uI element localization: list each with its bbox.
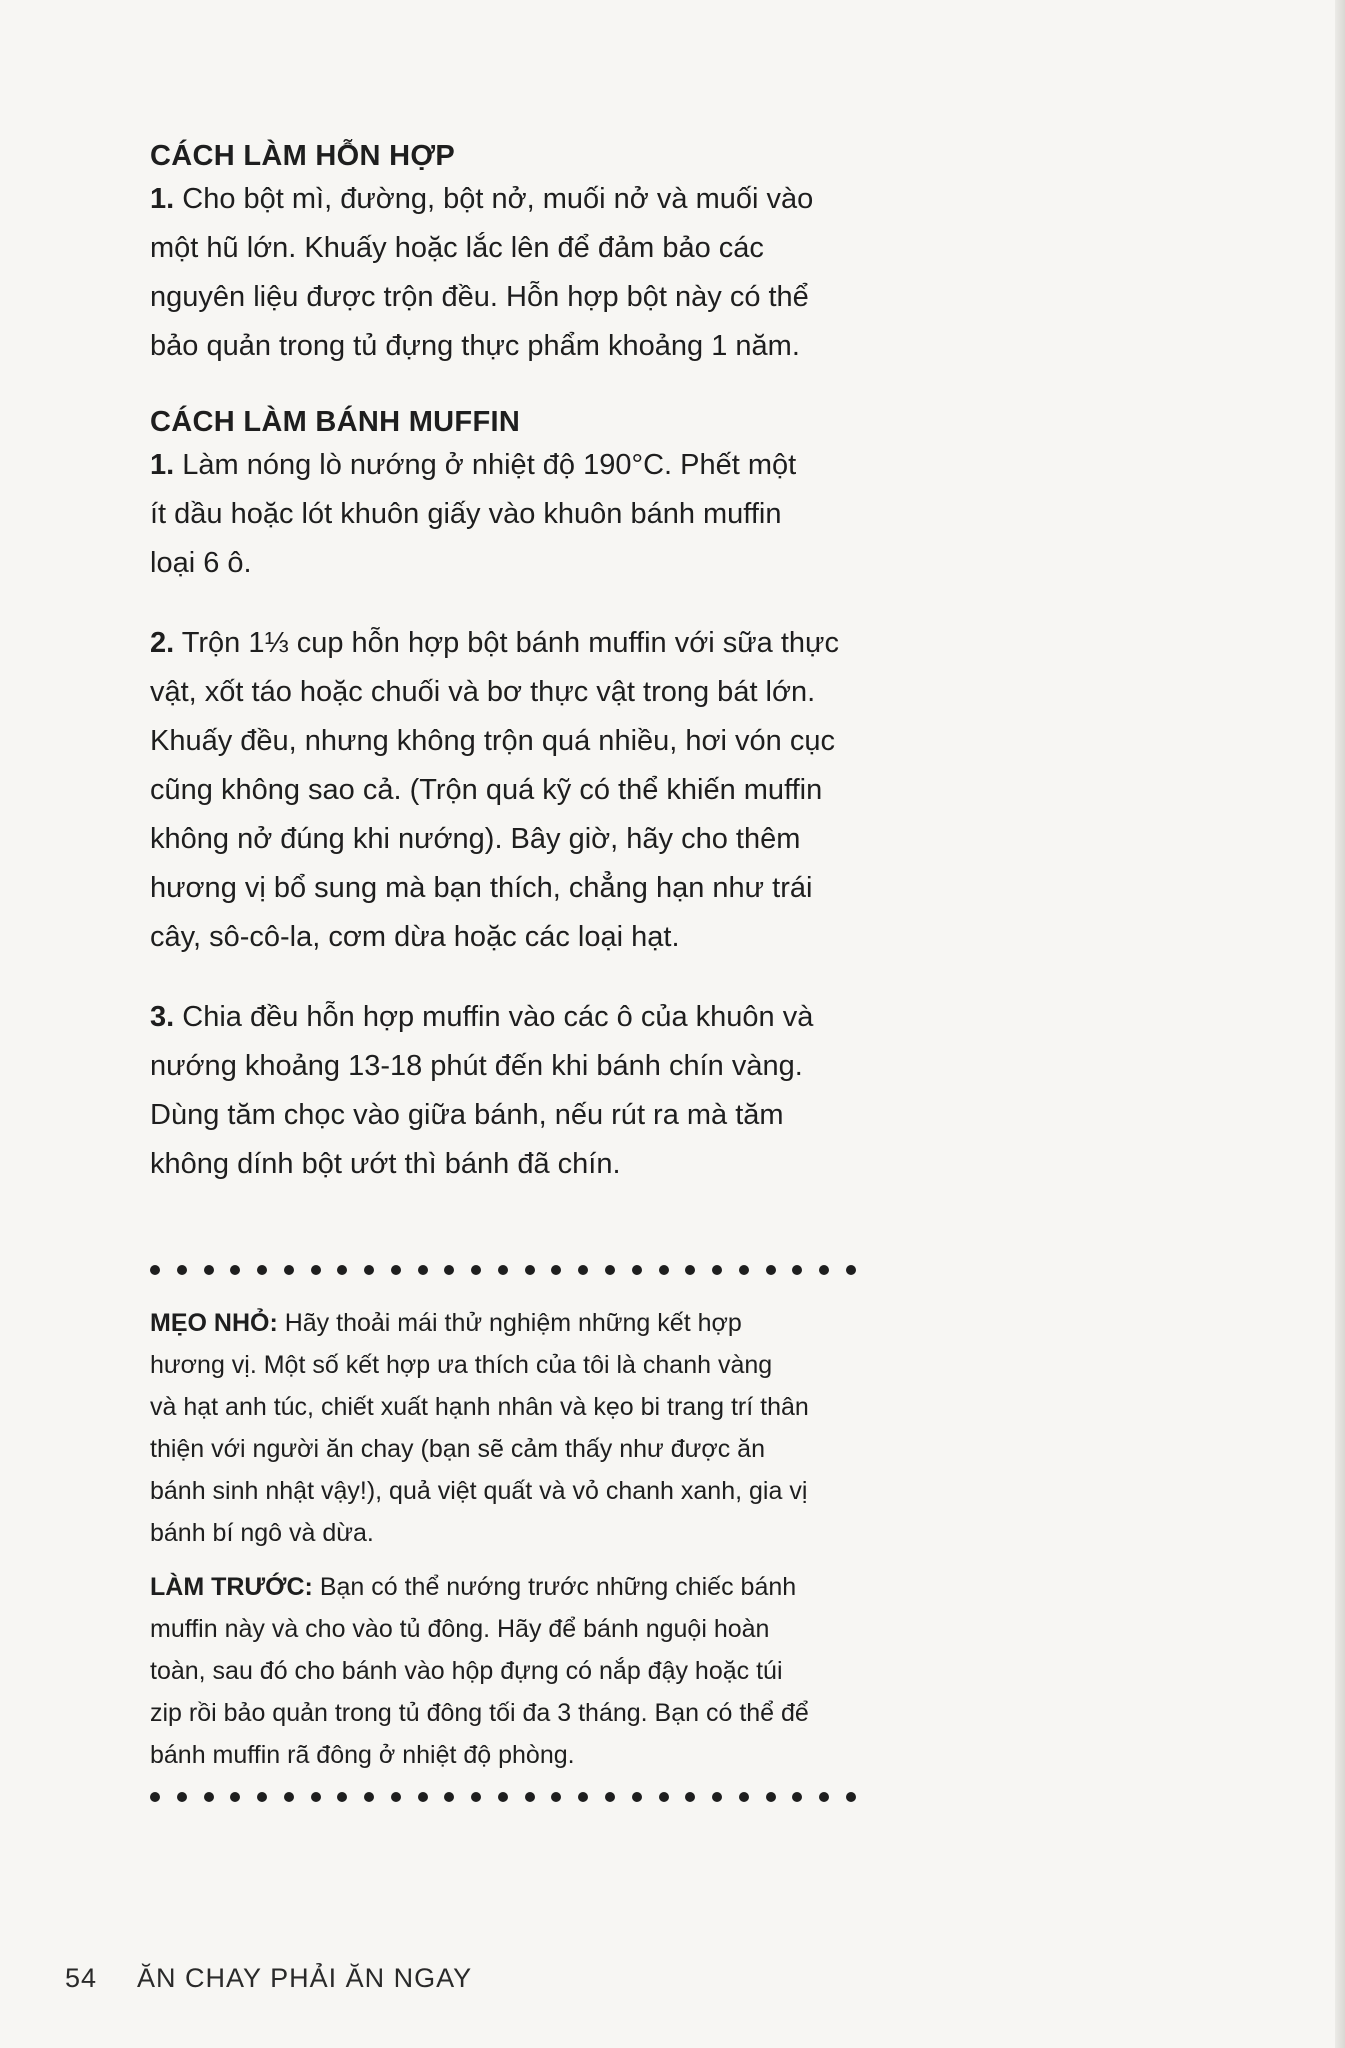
- divider-dot: [792, 1792, 802, 1802]
- divider-dot: [311, 1792, 321, 1802]
- step-number: 1.: [150, 183, 175, 215]
- divider-dot: [498, 1265, 508, 1275]
- divider-dot: [659, 1792, 669, 1802]
- divider-dot: [311, 1265, 321, 1275]
- divider-dot: [605, 1792, 615, 1802]
- divider-dot: [471, 1265, 481, 1275]
- tip-label: LÀM TRƯỚC:: [150, 1573, 313, 1601]
- dotted-divider-top: [150, 1264, 856, 1276]
- divider-dot: [391, 1265, 401, 1275]
- muffin-step-2: [150, 619, 1300, 962]
- divider-dot: [605, 1265, 615, 1275]
- divider-dot: [766, 1792, 776, 1802]
- divider-dot: [685, 1792, 695, 1802]
- divider-dot: [685, 1265, 695, 1275]
- divider-dot: [364, 1792, 374, 1802]
- divider-dot: [204, 1792, 214, 1802]
- divider-dot: [150, 1265, 160, 1275]
- divider-dot: [284, 1265, 294, 1275]
- section-heading-muffin: CÁCH LÀM BÁNH MUFFIN: [150, 406, 521, 438]
- divider-dot: [257, 1792, 267, 1802]
- step-text: Cho bột mì, đường, bột nở, muối nở và muối vào một hũ lớn. Khuấy hoặc lắc lên để đảm bảo các nguyên liệu được trộn đều. Hỗn hợp bột này có thể bảo quản trong tủ đựng thực phẩm khoảng 1 năm.: [150, 183, 814, 362]
- divider-dot: [177, 1792, 187, 1802]
- divider-dot: [819, 1265, 829, 1275]
- step-number: 3.: [150, 1001, 175, 1033]
- divider-dot: [766, 1265, 776, 1275]
- divider-dot: [230, 1265, 240, 1275]
- divider-dot: [257, 1265, 267, 1275]
- divider-dot: [659, 1265, 669, 1275]
- divider-dot: [337, 1265, 347, 1275]
- tip-text: Hãy thoải mái thử nghiệm những kết hợp hương vị. Một số kết hợp ưa thích của tôi là chanh vàng và hạt anh túc, chiết xuất hạnh nhân và kẹo bi trang trí thân thiện với người ăn chay (bạn sẽ cảm thấy như được ăn bánh sinh nhật vậy!), quả việt quất và vỏ chanh xanh, gia vị bánh bí ngô và dừa.: [150, 1309, 809, 1547]
- step-number: 1.: [150, 449, 175, 481]
- divider-dot: [230, 1792, 240, 1802]
- divider-dot: [284, 1792, 294, 1802]
- page-number: 54: [65, 1963, 98, 1993]
- divider-dot: [739, 1792, 749, 1802]
- divider-dot: [150, 1792, 160, 1802]
- divider-dot: [846, 1792, 856, 1802]
- divider-dot: [846, 1265, 856, 1275]
- divider-dot: [177, 1265, 187, 1275]
- divider-dot: [525, 1265, 535, 1275]
- divider-dot: [792, 1265, 802, 1275]
- divider-dot: [204, 1265, 214, 1275]
- divider-dot: [632, 1265, 642, 1275]
- divider-dot: [578, 1265, 588, 1275]
- divider-dot: [712, 1265, 722, 1275]
- tips-box: [150, 1302, 1300, 1776]
- mix-step-1: [150, 175, 1300, 371]
- divider-dot: [498, 1792, 508, 1802]
- dotted-divider-bottom: [150, 1791, 856, 1803]
- divider-dot: [551, 1792, 561, 1802]
- divider-dot: [364, 1265, 374, 1275]
- divider-dot: [337, 1792, 347, 1802]
- tip-meo-nho: [150, 1302, 1300, 1554]
- divider-dot: [525, 1792, 535, 1802]
- divider-dot: [444, 1265, 454, 1275]
- divider-dot: [578, 1792, 588, 1802]
- step-text: Trộn 1⅓ cup hỗn hợp bột bánh muffin với sữa thực vật, xốt táo hoặc chuối và bơ thực vật trong bát lớn. Khuấy đều, nhưng không trộn quá nhiều, hơi vón cục cũng không sao cả. (Trộn quá kỹ có thể khiến muffin không nở đúng khi nướng). Bây giờ, hãy cho thêm hương vị bổ sung mà bạn thích, chẳng hạn như trái cây, sô-cô-la, cơm dừa hoặc các loại hạt.: [150, 627, 839, 953]
- divider-dot: [418, 1265, 428, 1275]
- divider-dot: [418, 1792, 428, 1802]
- divider-dot: [712, 1792, 722, 1802]
- page-edge: [1335, 0, 1345, 2048]
- divider-dot: [632, 1792, 642, 1802]
- tip-text: Bạn có thể nướng trước những chiếc bánh muffin này và cho vào tủ đông. Hãy để bánh nguội hoàn toàn, sau đó cho bánh vào hộp đựng có nắp đậy hoặc túi zip rồi bảo quản trong tủ đông tối đa 3 tháng. Bạn có thể để bánh muffin rã đông ở nhiệt độ phòng.: [150, 1573, 809, 1769]
- muffin-step-3: [150, 993, 1300, 1189]
- divider-dot: [444, 1792, 454, 1802]
- recipe-content: [150, 140, 1300, 1189]
- divider-dot: [819, 1792, 829, 1802]
- step-number: 2.: [150, 627, 175, 659]
- step-text: Làm nóng lò nướng ở nhiệt độ 190°C. Phết một ít dầu hoặc lót khuôn giấy vào khuôn bánh muffin loại 6 ô.: [150, 449, 797, 579]
- tip-lam-truoc: [150, 1566, 1300, 1776]
- tip-label: MẸO NHỎ:: [150, 1309, 278, 1337]
- muffin-step-1: [150, 441, 1300, 588]
- divider-dot: [471, 1792, 481, 1802]
- divider-dot: [739, 1265, 749, 1275]
- section-heading-mix: CÁCH LÀM HỖN HỢP: [150, 140, 456, 172]
- divider-dot: [391, 1792, 401, 1802]
- book-title: ĂN CHAY PHẢI ĂN NGAY: [137, 1963, 473, 1993]
- divider-dot: [551, 1265, 561, 1275]
- page-footer: [65, 1963, 472, 1994]
- step-text: Chia đều hỗn hợp muffin vào các ô của khuôn và nướng khoảng 13-18 phút đến khi bánh chín vàng. Dùng tăm chọc vào giữa bánh, nếu rút ra mà tăm không dính bột ướt thì bánh đã chín.: [150, 1001, 814, 1180]
